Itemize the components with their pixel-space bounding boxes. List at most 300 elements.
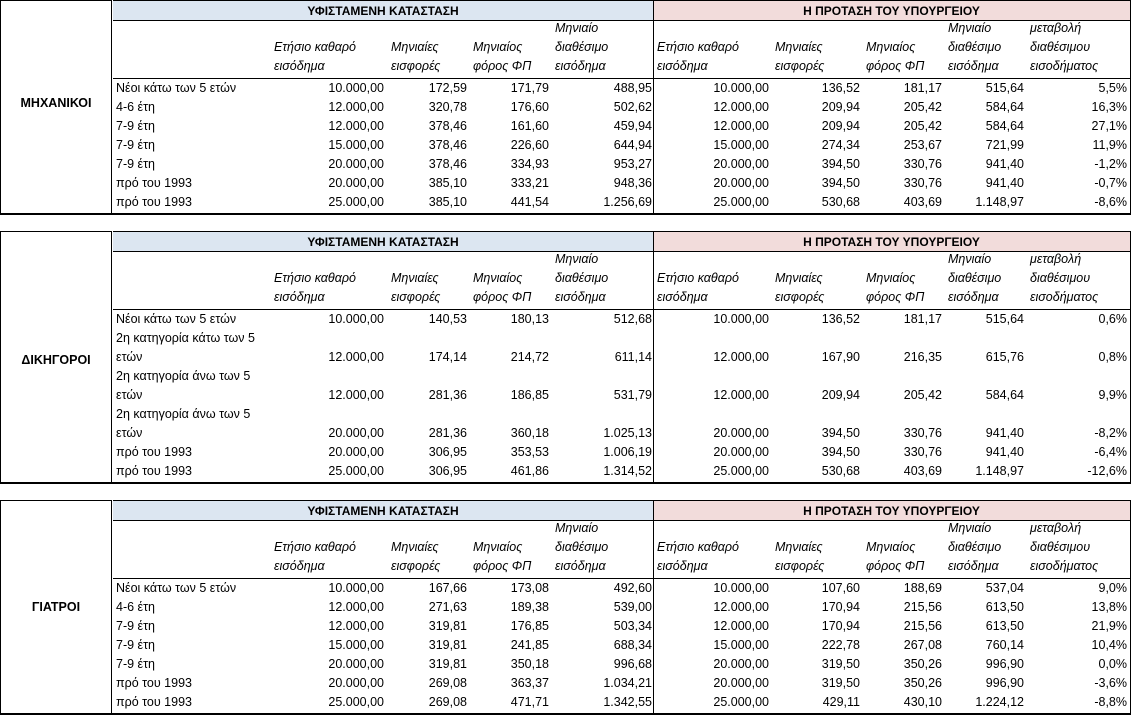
column-header-income-p: εισόδημα	[657, 59, 708, 73]
column-header-available-p: Μηνιαίο	[948, 521, 992, 535]
table-row	[113, 579, 1130, 598]
cell-chg: 9,9%	[1098, 388, 1127, 402]
column-header-tax-p: φόρος ΦΠ	[866, 290, 925, 304]
column-header-tax-e: Μηνιαίος	[473, 540, 523, 554]
column-header-available-e: Μηνιαίο	[555, 252, 599, 266]
cell-p_av: 941,40	[985, 176, 1024, 190]
cell-p_av: 721,99	[985, 138, 1024, 152]
cell-e_inc: 20.000,00	[328, 157, 384, 171]
group-name: ΜΗΧΑΝΙΚΟΙ	[20, 96, 92, 110]
cell-p_tax: 181,17	[903, 81, 942, 95]
cell-p_inc: 20.000,00	[713, 426, 769, 440]
column-header-change-p: διαθέσιμου	[1030, 271, 1091, 285]
cell-p_inc: 12.000,00	[713, 388, 769, 402]
column-header-change-p: εισοδήματος	[1030, 290, 1099, 304]
cell-e_tax: 189,38	[510, 600, 549, 614]
column-header-contrib-e: Μηνιαίες	[391, 540, 439, 554]
cell-p_con: 394,50	[821, 157, 860, 171]
table-row	[113, 174, 1130, 193]
column-header-income-p: Ετήσιο καθαρό	[657, 40, 739, 54]
cell-e_con: 271,63	[428, 600, 467, 614]
cell-e_con: 378,46	[428, 119, 467, 133]
column-header-tax-e: φόρος ΦΠ	[473, 59, 532, 73]
column-header-contrib-e: εισφορές	[391, 59, 441, 73]
cell-chg: 11,9%	[1092, 138, 1127, 152]
cell-p_tax: 215,56	[903, 619, 942, 633]
category-label: ετών	[116, 350, 143, 364]
cell-p_inc: 12.000,00	[713, 119, 769, 133]
cell-p_con: 209,94	[821, 119, 860, 133]
cell-p_av: 515,64	[985, 312, 1024, 326]
cell-p_av: 537,04	[985, 581, 1024, 595]
category-label: πρό του 1993	[116, 176, 192, 190]
cell-p_av: 941,40	[985, 426, 1024, 440]
category-label: 2η κατηγορία κάτω των 5	[116, 331, 255, 345]
column-header-income-p: εισόδημα	[657, 559, 708, 573]
column-header-contrib-p: Μηνιαίες	[775, 540, 823, 554]
cell-p_tax: 205,42	[903, 388, 942, 402]
cell-p_tax: 253,67	[903, 138, 942, 152]
table-row	[113, 693, 1130, 712]
cell-e_tax: 176,60	[510, 100, 549, 114]
cell-e_av: 1.006,19	[603, 445, 652, 459]
cell-p_con: 394,50	[821, 445, 860, 459]
cell-p_av: 996,90	[985, 676, 1024, 690]
cell-e_tax: 350,18	[510, 657, 549, 671]
cell-p_con: 136,52	[821, 312, 860, 326]
cell-chg: 5,5%	[1098, 81, 1127, 95]
column-header-income-e: Ετήσιο καθαρό	[274, 271, 356, 285]
column-header-available-p: Μηνιαίο	[948, 252, 992, 266]
cell-chg: -12,6%	[1087, 464, 1127, 478]
column-header-tax-p: Μηνιαίος	[866, 271, 916, 285]
column-header-contrib-p: εισφορές	[775, 559, 825, 573]
table-row	[113, 367, 1130, 405]
column-header-tax-p: φόρος ΦΠ	[866, 59, 925, 73]
cell-e_av: 948,36	[613, 176, 652, 190]
cell-chg: -6,4%	[1094, 445, 1127, 459]
table-row	[113, 462, 1130, 481]
cell-p_con: 136,52	[821, 81, 860, 95]
column-header-income-e: εισόδημα	[274, 559, 325, 573]
table-row	[113, 310, 1130, 329]
cell-e_inc: 10.000,00	[328, 81, 384, 95]
cell-p_con: 394,50	[821, 426, 860, 440]
cell-e_con: 281,36	[428, 388, 467, 402]
cell-e_av: 488,95	[613, 81, 652, 95]
column-header-tax-p: φόρος ΦΠ	[866, 559, 925, 573]
cell-p_con: 222,78	[821, 638, 860, 652]
cell-chg: -3,6%	[1094, 676, 1127, 690]
column-header-available-p: εισόδημα	[948, 559, 999, 573]
category-label: πρό του 1993	[116, 464, 192, 478]
table-row	[113, 79, 1130, 98]
section-divider	[653, 500, 654, 713]
cell-p_con: 319,50	[821, 676, 860, 690]
cell-p_inc: 10.000,00	[713, 81, 769, 95]
cell-e_av: 502,62	[613, 100, 652, 114]
cell-chg: 9,0%	[1098, 581, 1127, 595]
cell-p_tax: 350,26	[903, 676, 942, 690]
cell-p_inc: 10.000,00	[713, 581, 769, 595]
cell-p_inc: 20.000,00	[713, 657, 769, 671]
column-header-income-p: εισόδημα	[657, 290, 708, 304]
category-label: Νέοι κάτω των 5 ετών	[116, 581, 237, 595]
cell-e_inc: 10.000,00	[328, 581, 384, 595]
cell-p_tax: 215,56	[903, 600, 942, 614]
cell-p_av: 613,50	[985, 600, 1024, 614]
table-row	[113, 405, 1130, 443]
cell-p_tax: 205,42	[903, 119, 942, 133]
cell-p_inc: 20.000,00	[713, 176, 769, 190]
column-header-tax-e: Μηνιαίος	[473, 271, 523, 285]
cell-e_tax: 471,71	[510, 695, 549, 709]
cell-e_inc: 12.000,00	[328, 100, 384, 114]
cell-e_tax: 334,93	[510, 157, 549, 171]
table-row	[113, 598, 1130, 617]
cell-e_con: 306,95	[428, 445, 467, 459]
cell-p_con: 167,90	[821, 350, 860, 364]
cell-p_av: 941,40	[985, 157, 1024, 171]
column-header-income-p: Ετήσιο καθαρό	[657, 271, 739, 285]
column-header-change-p: διαθέσιμου	[1030, 40, 1091, 54]
cell-e_av: 953,27	[613, 157, 652, 171]
cell-p_con: 170,94	[821, 600, 860, 614]
column-header-income-e: εισόδημα	[274, 290, 325, 304]
column-header-contrib-p: Μηνιαίες	[775, 271, 823, 285]
cell-p_inc: 25.000,00	[713, 695, 769, 709]
cell-e_con: 140,53	[428, 312, 467, 326]
column-header-tax-p: Μηνιαίος	[866, 40, 916, 54]
cell-p_tax: 188,69	[903, 581, 942, 595]
table-row	[113, 674, 1130, 693]
cell-p_tax: 330,76	[903, 426, 942, 440]
category-label: Νέοι κάτω των 5 ετών	[116, 312, 237, 326]
cell-p_inc: 10.000,00	[713, 312, 769, 326]
header-proposal: Η ΠΡΟΤΑΣΗ ΤΟΥ ΥΠΟΥΡΓΕΙΟΥ	[653, 0, 1131, 20]
cell-e_con: 385,10	[428, 195, 467, 209]
category-label: 2η κατηγορία άνω των 5	[116, 407, 251, 421]
column-header-income-e: Ετήσιο καθαρό	[274, 540, 356, 554]
category-label: πρό του 1993	[116, 195, 192, 209]
category-label: 4-6 έτη	[116, 600, 156, 614]
header-existing: ΥΦΙΣΤΑΜΕΝΗ ΚΑΤΑΣΤΑΣΗ	[113, 0, 653, 20]
cell-p_inc: 12.000,00	[713, 100, 769, 114]
column-header-available-p: διαθέσιμο	[948, 540, 1002, 554]
cell-p_av: 584,64	[985, 100, 1024, 114]
cell-e_con: 269,08	[428, 676, 467, 690]
cell-p_tax: 430,10	[903, 695, 942, 709]
cell-e_con: 378,46	[428, 138, 467, 152]
cell-chg: 0,6%	[1098, 312, 1127, 326]
table-row	[113, 443, 1130, 462]
cell-chg: -8,2%	[1094, 426, 1127, 440]
cell-p_con: 530,68	[821, 464, 860, 478]
cell-e_tax: 226,60	[510, 138, 549, 152]
cell-e_con: 319,81	[428, 619, 467, 633]
category-label: 7-9 έτη	[116, 119, 156, 133]
category-label: 7-9 έτη	[116, 157, 156, 171]
table-row	[113, 329, 1130, 367]
category-label: πρό του 1993	[116, 695, 192, 709]
group-name: ΔΙΚΗΓΟΡΟΙ	[21, 353, 91, 367]
column-header-tax-e: Μηνιαίος	[473, 40, 523, 54]
cell-e_av: 644,94	[613, 138, 652, 152]
cell-e_av: 1.342,55	[603, 695, 652, 709]
cell-p_av: 615,76	[985, 350, 1024, 364]
cell-p_av: 996,90	[985, 657, 1024, 671]
cell-e_inc: 15.000,00	[328, 638, 384, 652]
cell-p_con: 107,60	[821, 581, 860, 595]
column-header-tax-e: φόρος ΦΠ	[473, 290, 532, 304]
category-label: 4-6 έτη	[116, 100, 156, 114]
cell-e_av: 503,34	[613, 619, 652, 633]
category-label: 7-9 έτη	[116, 138, 156, 152]
header-proposal: Η ΠΡΟΤΑΣΗ ΤΟΥ ΥΠΟΥΡΓΕΙΟΥ	[653, 231, 1131, 251]
cell-chg: -8,6%	[1094, 195, 1127, 209]
table-row	[113, 136, 1130, 155]
cell-p_con: 394,50	[821, 176, 860, 190]
cell-chg: -1,2%	[1094, 157, 1127, 171]
category-label: ετών	[116, 426, 143, 440]
cell-p_inc: 20.000,00	[713, 445, 769, 459]
cell-e_con: 281,36	[428, 426, 467, 440]
cell-p_inc: 20.000,00	[713, 157, 769, 171]
table-row	[113, 617, 1130, 636]
cell-e_inc: 25.000,00	[328, 195, 384, 209]
cell-p_av: 515,64	[985, 81, 1024, 95]
cell-p_con: 319,50	[821, 657, 860, 671]
cell-p_tax: 216,35	[903, 350, 942, 364]
table-row	[113, 98, 1130, 117]
table-row	[113, 193, 1130, 212]
cell-p_con: 209,94	[821, 388, 860, 402]
column-header-change-p: μεταβολή	[1030, 21, 1082, 35]
column-header-available-e: εισόδημα	[555, 59, 606, 73]
cell-e_con: 378,46	[428, 157, 467, 171]
cell-e_inc: 25.000,00	[328, 464, 384, 478]
cell-e_con: 320,78	[428, 100, 467, 114]
cell-p_tax: 181,17	[903, 312, 942, 326]
category-label: ετών	[116, 388, 143, 402]
cell-p_con: 429,11	[822, 695, 860, 709]
cell-e_inc: 12.000,00	[328, 619, 384, 633]
cell-e_tax: 441,54	[510, 195, 549, 209]
cell-e_tax: 214,72	[510, 350, 549, 364]
cell-e_av: 459,94	[613, 119, 652, 133]
cell-p_av: 941,40	[985, 445, 1024, 459]
column-header-contrib-e: Μηνιαίες	[391, 40, 439, 54]
cell-p_tax: 267,08	[903, 638, 942, 652]
section-divider	[653, 231, 654, 482]
column-header-change-p: μεταβολή	[1030, 252, 1082, 266]
column-header-change-p: εισοδήματος	[1030, 59, 1099, 73]
column-header-contrib-p: εισφορές	[775, 290, 825, 304]
cell-p_tax: 330,76	[903, 176, 942, 190]
cell-e_inc: 20.000,00	[328, 676, 384, 690]
column-header-available-p: διαθέσιμο	[948, 271, 1002, 285]
cell-e_inc: 10.000,00	[328, 312, 384, 326]
category-label: 2η κατηγορία άνω των 5	[116, 369, 251, 383]
cell-e_con: 172,59	[428, 81, 467, 95]
column-header-tax-p: Μηνιαίος	[866, 540, 916, 554]
cell-p_inc: 12.000,00	[713, 619, 769, 633]
cell-chg: 13,8%	[1091, 600, 1127, 614]
cell-p_tax: 330,76	[903, 157, 942, 171]
category-label: Νέοι κάτω των 5 ετών	[116, 81, 237, 95]
cell-e_tax: 241,85	[510, 638, 549, 652]
cell-e_tax: 186,85	[510, 388, 549, 402]
category-label: 7-9 έτη	[116, 638, 156, 652]
cell-e_inc: 12.000,00	[328, 119, 384, 133]
cell-p_inc: 25.000,00	[713, 195, 769, 209]
cell-e_tax: 353,53	[510, 445, 549, 459]
cell-p_tax: 403,69	[903, 195, 942, 209]
table-row	[113, 155, 1130, 174]
cell-e_tax: 360,18	[510, 426, 549, 440]
cell-e_av: 996,68	[613, 657, 652, 671]
cell-chg: 21,9%	[1091, 619, 1127, 633]
column-header-available-p: διαθέσιμο	[948, 40, 1002, 54]
cell-e_tax: 461,86	[510, 464, 549, 478]
cell-p_tax: 330,76	[903, 445, 942, 459]
table-row	[113, 117, 1130, 136]
cell-e_av: 1.034,21	[603, 676, 652, 690]
cell-p_inc: 25.000,00	[713, 464, 769, 478]
column-header-available-e: εισόδημα	[555, 559, 606, 573]
cell-e_inc: 15.000,00	[328, 138, 384, 152]
cell-p_av: 1.224,12	[975, 695, 1024, 709]
table-bottom-border	[0, 482, 1131, 484]
column-header-available-e: διαθέσιμο	[555, 540, 609, 554]
column-header-available-e: διαθέσιμο	[555, 271, 609, 285]
cell-e_con: 269,08	[428, 695, 467, 709]
cell-chg: -8,8%	[1094, 695, 1127, 709]
cell-p_inc: 12.000,00	[713, 600, 769, 614]
column-header-income-e: Ετήσιο καθαρό	[274, 40, 356, 54]
column-header-contrib-e: εισφορές	[391, 290, 441, 304]
column-header-available-p: Μηνιαίο	[948, 21, 992, 35]
cell-p_av: 1.148,97	[975, 464, 1024, 478]
column-header-available-e: εισόδημα	[555, 290, 606, 304]
cell-e_tax: 333,21	[510, 176, 549, 190]
cell-e_tax: 363,37	[510, 676, 549, 690]
section-divider	[653, 0, 654, 213]
cell-p_con: 170,94	[821, 619, 860, 633]
cell-chg: 0,0%	[1098, 657, 1127, 671]
cell-e_con: 174,14	[428, 350, 467, 364]
column-header-change-p: διαθέσιμου	[1030, 540, 1091, 554]
cell-e_tax: 176,85	[510, 619, 549, 633]
column-header-contrib-e: Μηνιαίες	[391, 271, 439, 285]
cell-p_av: 584,64	[985, 119, 1024, 133]
cell-p_con: 530,68	[821, 195, 860, 209]
cell-e_av: 688,34	[613, 638, 652, 652]
cell-p_tax: 350,26	[903, 657, 942, 671]
cell-e_tax: 173,08	[510, 581, 549, 595]
column-header-income-e: εισόδημα	[274, 59, 325, 73]
column-header-available-e: Μηνιαίο	[555, 21, 599, 35]
header-existing: ΥΦΙΣΤΑΜΕΝΗ ΚΑΤΑΣΤΑΣΗ	[113, 231, 653, 251]
cell-e_tax: 171,79	[510, 81, 549, 95]
cell-p_inc: 15.000,00	[713, 138, 769, 152]
column-header-available-e: διαθέσιμο	[555, 40, 609, 54]
table-row	[113, 636, 1130, 655]
cell-e_tax: 180,13	[510, 312, 549, 326]
cell-e_con: 385,10	[428, 176, 467, 190]
cell-e_inc: 12.000,00	[328, 600, 384, 614]
cell-p_inc: 20.000,00	[713, 676, 769, 690]
cell-chg: 27,1%	[1091, 119, 1127, 133]
cell-p_av: 1.148,97	[975, 195, 1024, 209]
cell-e_inc: 12.000,00	[328, 350, 384, 364]
cell-e_inc: 20.000,00	[328, 657, 384, 671]
cell-p_tax: 205,42	[903, 100, 942, 114]
cell-chg: -0,7%	[1094, 176, 1127, 190]
cell-p_inc: 15.000,00	[713, 638, 769, 652]
cell-e_inc: 12.000,00	[328, 388, 384, 402]
cell-e_av: 539,00	[613, 600, 652, 614]
cell-p_con: 274,34	[821, 138, 860, 152]
table-bottom-border	[0, 213, 1131, 215]
cell-e_inc: 20.000,00	[328, 445, 384, 459]
category-label: 7-9 έτη	[116, 657, 156, 671]
cell-e_con: 167,66	[428, 581, 467, 595]
cell-e_inc: 25.000,00	[328, 695, 384, 709]
cell-e_av: 492,60	[613, 581, 652, 595]
column-header-change-p: μεταβολή	[1030, 521, 1082, 535]
cell-e_inc: 20.000,00	[328, 176, 384, 190]
column-header-tax-e: φόρος ΦΠ	[473, 559, 532, 573]
column-header-available-p: εισόδημα	[948, 59, 999, 73]
category-label: 7-9 έτη	[116, 619, 156, 633]
category-label: πρό του 1993	[116, 676, 192, 690]
cell-chg: 16,3%	[1091, 100, 1127, 114]
column-header-contrib-p: εισφορές	[775, 59, 825, 73]
cell-p_av: 760,14	[985, 638, 1024, 652]
cell-e_av: 531,79	[613, 388, 652, 402]
column-header-contrib-e: εισφορές	[391, 559, 441, 573]
cell-e_av: 1.314,52	[603, 464, 652, 478]
cell-e_av: 512,68	[613, 312, 652, 326]
column-header-income-p: Ετήσιο καθαρό	[657, 540, 739, 554]
cell-e_av: 611,14	[614, 350, 652, 364]
cell-chg: 0,8%	[1098, 350, 1127, 364]
cell-e_tax: 161,60	[510, 119, 549, 133]
cell-chg: 10,4%	[1091, 638, 1127, 652]
cell-e_av: 1.025,13	[603, 426, 652, 440]
cell-p_con: 209,94	[821, 100, 860, 114]
column-header-available-p: εισόδημα	[948, 290, 999, 304]
table-row	[113, 655, 1130, 674]
category-label: πρό του 1993	[116, 445, 192, 459]
cell-e_av: 1.256,69	[603, 195, 652, 209]
cell-e_con: 306,95	[428, 464, 467, 478]
cell-p_av: 613,50	[985, 619, 1024, 633]
column-header-contrib-p: Μηνιαίες	[775, 40, 823, 54]
group-name: ΓΙΑΤΡΟΙ	[31, 600, 81, 614]
cell-e_con: 319,81	[428, 657, 467, 671]
header-proposal: Η ΠΡΟΤΑΣΗ ΤΟΥ ΥΠΟΥΡΓΕΙΟΥ	[653, 500, 1131, 520]
cell-p_tax: 403,69	[903, 464, 942, 478]
cell-e_con: 319,81	[428, 638, 467, 652]
header-existing: ΥΦΙΣΤΑΜΕΝΗ ΚΑΤΑΣΤΑΣΗ	[113, 500, 653, 520]
cell-p_av: 584,64	[985, 388, 1024, 402]
cell-p_inc: 12.000,00	[713, 350, 769, 364]
column-header-change-p: εισοδήματος	[1030, 559, 1099, 573]
column-header-available-e: Μηνιαίο	[555, 521, 599, 535]
cell-e_inc: 20.000,00	[328, 426, 384, 440]
